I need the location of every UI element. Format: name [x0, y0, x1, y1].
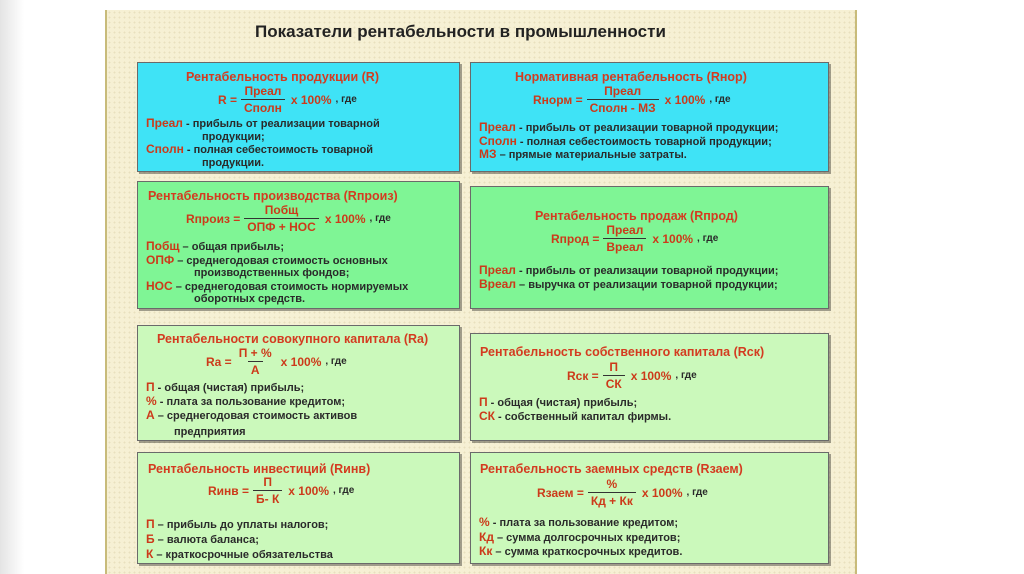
- formula: [218, 84, 357, 115]
- formula-where: , где: [686, 487, 708, 498]
- definitions: [479, 396, 671, 423]
- definition-line: [479, 531, 682, 546]
- definition-line: [479, 410, 671, 424]
- card-title: Рентабельность собственного капитала (Rск): [480, 345, 765, 359]
- formula: [537, 477, 708, 508]
- definition-text: - полная себестоимость товарной: [183, 144, 374, 156]
- formula-denominator: Вреал: [603, 238, 646, 254]
- definitions: [146, 117, 380, 169]
- definition-text: – общая прибыль;: [179, 241, 284, 253]
- definition-line: [146, 381, 357, 395]
- formula-rhs: х 100%: [288, 483, 329, 498]
- definition-line: [146, 143, 380, 157]
- definition-line: [146, 280, 408, 294]
- definition-text: - прибыль от реализации товарной продукции;: [515, 265, 779, 277]
- definition-symbol: ОПФ: [146, 252, 175, 267]
- definition-symbol: П: [146, 380, 155, 394]
- definition-symbol: СК: [479, 408, 495, 423]
- formula-denominator: ОПФ + НОС: [244, 218, 319, 234]
- formula-numerator: Преал: [244, 84, 282, 98]
- card-title: Рентабельность заемных средств (Rзаем): [480, 462, 743, 476]
- formula-denominator: Б- К: [253, 490, 282, 506]
- page-edge-shadow: [0, 0, 24, 574]
- definition-symbol: Преал: [479, 120, 516, 134]
- card-sales-profitability: [470, 186, 829, 309]
- card-production-profitability: [137, 181, 460, 309]
- definition-line: [479, 278, 778, 292]
- definition-symbol: Побщ: [146, 239, 180, 253]
- definition-line: [146, 395, 357, 409]
- formula: [533, 84, 731, 115]
- formula-denominator: Сполн - МЗ: [587, 99, 659, 115]
- definition-line: [146, 254, 408, 268]
- definitions: [146, 517, 333, 562]
- card-title: Рентабельность производства (Rпроиз): [148, 189, 398, 203]
- formula: [551, 223, 718, 254]
- definition-text: – сумма долгосрочных кредитов;: [493, 531, 681, 544]
- definition-symbol: %: [146, 394, 157, 408]
- formula-where: , где: [709, 94, 731, 105]
- definition-line: [479, 545, 682, 560]
- formula-lhs: Rинв =: [208, 483, 250, 498]
- card-product-profitability: [137, 62, 460, 172]
- definition-symbol: Кд: [479, 529, 494, 544]
- definition-text: - плата за пользование кредитом;: [156, 396, 346, 408]
- formula-lhs: Rпрод =: [551, 231, 600, 246]
- definition-text: - прибыль от реализации товарной: [182, 118, 380, 130]
- definition-symbol: %: [479, 515, 490, 529]
- formula: [186, 203, 391, 234]
- card-title: Нормативная рентабельность (Rнор): [515, 70, 747, 84]
- definition-symbol: Сполн: [479, 133, 517, 148]
- definition-symbol: П: [479, 395, 488, 409]
- definition-symbol: А: [146, 408, 155, 422]
- formula-rhs: х 100%: [641, 485, 683, 500]
- definitions: [479, 121, 778, 162]
- formula-rhs: х 100%: [280, 354, 322, 369]
- definitions: [146, 381, 357, 439]
- formula: [206, 346, 347, 377]
- card-title: Рентабельность инвестиций (Rинв): [148, 462, 371, 476]
- definition-symbol: Б: [146, 532, 155, 546]
- definitions: [479, 516, 682, 560]
- definition-text: – прибыль до уплаты налогов;: [154, 519, 329, 531]
- definition-text: – краткосрочные обязательства: [153, 549, 333, 561]
- definition-text: - полная себестоимость товарной продукции;: [516, 135, 772, 148]
- formula-rhs: х 100%: [664, 92, 706, 107]
- formula-where: , где: [335, 94, 357, 105]
- definition-line: [146, 517, 333, 532]
- formula-fraction: [603, 360, 625, 391]
- definition-line: [479, 121, 778, 135]
- formula-denominator: СК: [603, 375, 625, 391]
- formula-fraction: [253, 475, 282, 506]
- definition-text: – сумма краткосрочных кредитов.: [492, 546, 683, 558]
- formula-lhs: Rзаем =: [537, 485, 584, 500]
- definition-line: [146, 117, 380, 131]
- formula-where: , где: [697, 233, 719, 244]
- formula-denominator: Сполн: [241, 99, 285, 115]
- formula-numerator: %: [606, 477, 618, 491]
- definition-continuation: предприятия: [174, 426, 246, 438]
- definition-text: - общая (чистая) прибыль;: [154, 382, 305, 394]
- formula-numerator: П + %: [238, 346, 272, 360]
- card-normative-profitability: [470, 62, 829, 172]
- formula-where: , где: [333, 485, 355, 496]
- formula-numerator: Преал: [604, 84, 642, 98]
- formula-denominator: А: [248, 361, 263, 377]
- definition-line: [479, 396, 671, 410]
- page-title: Показатели рентабельности в промышленности: [255, 22, 666, 41]
- formula-numerator: Побщ: [264, 203, 299, 217]
- definition-continuation: производственных фондов;: [194, 267, 350, 279]
- formula-fraction: [603, 223, 646, 254]
- card-title: Рентабельность продукции (R): [186, 70, 379, 84]
- definition-text: – прямые материальные затраты.: [496, 149, 687, 161]
- definition-text: - плата за пользование кредитом;: [489, 517, 679, 529]
- formula-fraction: [244, 203, 319, 234]
- formula-lhs: Rск =: [567, 368, 599, 383]
- definitions: [479, 264, 778, 291]
- definitions: [146, 240, 408, 306]
- formula-numerator: Преал: [606, 223, 644, 237]
- formula-numerator: П: [609, 360, 618, 374]
- definition-line: [479, 148, 778, 162]
- formula-rhs: х 100%: [290, 92, 332, 107]
- definition-line: [479, 264, 778, 278]
- definition-text: - собственный капитал фирмы.: [495, 410, 672, 423]
- card-investment-profitability: [137, 452, 460, 564]
- formula-rhs: х 100%: [324, 211, 366, 226]
- formula-rhs: х 100%: [652, 231, 694, 246]
- definition-line: [146, 547, 333, 562]
- definition-symbol: Преал: [146, 116, 183, 130]
- definition-text: – валюта баланса;: [154, 534, 259, 546]
- formula-numerator: П: [263, 475, 272, 489]
- definition-text: – среднегодовая стоимость основных: [174, 254, 388, 267]
- definition-continuation: оборотных средств.: [194, 293, 306, 305]
- definition-symbol: НОС: [146, 278, 173, 293]
- formula-where: , где: [369, 213, 391, 224]
- definition-symbol: П: [146, 517, 155, 531]
- definition-symbol: Сполн: [146, 142, 184, 156]
- formula: [567, 360, 697, 391]
- definition-line: [479, 135, 778, 149]
- definition-line: [146, 532, 333, 547]
- formula-fraction: [236, 346, 275, 377]
- definition-line: [479, 516, 682, 531]
- definition-line: [146, 240, 408, 254]
- definition-symbol: К: [146, 547, 154, 561]
- definition-symbol: Вреал: [479, 276, 516, 291]
- formula-where: , где: [675, 370, 697, 381]
- formula-lhs: Rнорм =: [533, 92, 583, 107]
- card-total-capital-profitability: [137, 325, 460, 441]
- formula-denominator: Кд + Кк: [588, 492, 636, 508]
- definition-continuation: продукции.: [202, 156, 265, 169]
- definition-continuation: продукции;: [202, 130, 265, 143]
- definition-line: [146, 409, 357, 423]
- card-equity-profitability: [470, 333, 829, 441]
- definition-symbol: Кк: [479, 544, 493, 558]
- formula-lhs: Ra =: [206, 354, 232, 369]
- card-borrowed-funds-profitability: [470, 452, 829, 564]
- card-title: Рентабельности совокупного капитала (Ra): [157, 332, 429, 346]
- definition-text: – среднегодовая стоимость нормируемых: [172, 280, 409, 293]
- definition-symbol: Преал: [479, 263, 516, 277]
- card-title: Рентабельность продаж (Rпрод): [535, 209, 738, 223]
- formula-where: , где: [325, 356, 347, 367]
- formula-fraction: [587, 84, 659, 115]
- definition-symbol: МЗ: [479, 147, 497, 161]
- formula-fraction: [588, 477, 636, 508]
- definition-text: - прибыль от реализации товарной продукции;: [515, 122, 779, 134]
- formula: [208, 475, 354, 506]
- definition-text: – среднегодовая стоимость активов: [154, 410, 358, 422]
- definition-text: - общая (чистая) прибыль;: [487, 397, 638, 409]
- definition-text: – выручка от реализации товарной продукции;: [515, 278, 778, 291]
- formula-fraction: [241, 84, 285, 115]
- formula-rhs: х 100%: [630, 368, 672, 383]
- formula-lhs: R =: [218, 92, 238, 107]
- formula-lhs: Rпроиз =: [186, 211, 241, 226]
